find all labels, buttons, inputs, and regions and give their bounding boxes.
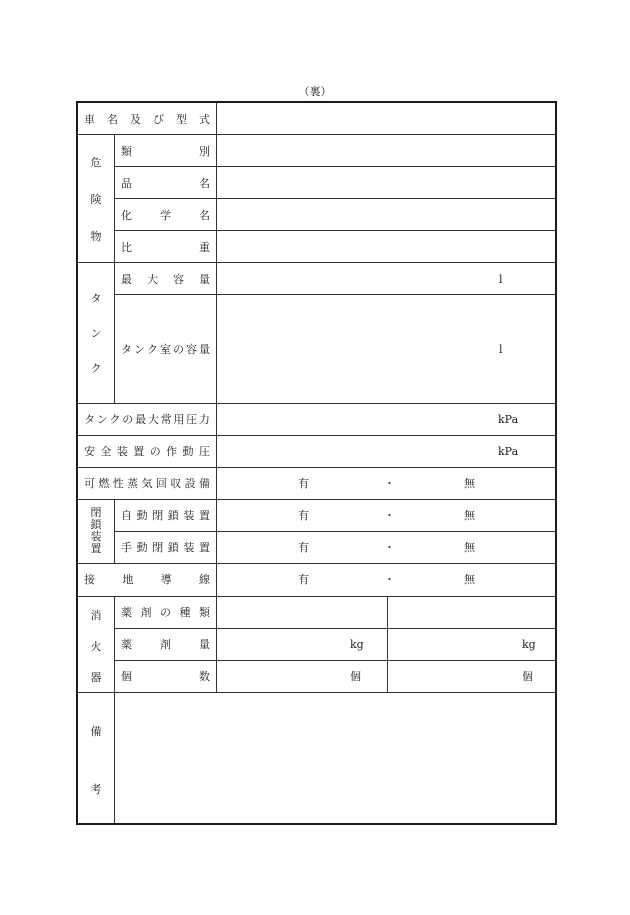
chemical-name-label: 化 学 名: [121, 209, 210, 222]
safety-device-pressure-unit: kPa: [498, 445, 519, 458]
closing-device-group-label: 閉 鎖 装 置: [90, 506, 102, 555]
grounding-wire-separator: ・: [384, 573, 395, 586]
vehicle-model-label: 車 名 及 び 型 式: [84, 113, 210, 126]
remarks-label-top: 備: [90, 725, 102, 738]
max-operating-pressure-unit: kPa: [498, 413, 519, 426]
max-operating-pressure-label: タ ン ク の 最 大 常 用 圧 力: [84, 413, 210, 426]
tank-room-capacity-unit: l: [499, 343, 503, 356]
page-title: （裏）: [298, 85, 332, 98]
vapor-recovery-label: 可 燃 性 蒸 気 回 収 設 備: [84, 477, 210, 490]
safety-device-pressure-label: 安 全 装 置 の 作 動 圧: [84, 445, 210, 458]
count-label: 個 数: [121, 670, 210, 683]
manual-closing-no: 無: [464, 541, 475, 554]
product-name-label: 品 名: [121, 177, 210, 190]
max-capacity-label: 最 大 容 量: [121, 273, 210, 286]
agent-type-label: 薬 剤 の 種 類: [121, 606, 210, 619]
auto-closing-yes: 有: [298, 509, 309, 522]
agent-amount-unit-1: kg: [350, 638, 364, 651]
remarks-label-bottom: 考: [90, 783, 102, 796]
tank-room-capacity-label: タ ン ク 室 の 容 量: [121, 343, 210, 356]
specific-gravity-label: 比 重: [121, 241, 210, 254]
vapor-recovery-separator: ・: [384, 477, 395, 490]
auto-closing-separator: ・: [384, 509, 395, 522]
max-capacity-unit: l: [499, 273, 503, 286]
vehicle-spec-form: [76, 101, 557, 825]
agent-amount-label: 薬 剤 量: [121, 638, 210, 651]
manual-closing-label: 手 動 閉 鎖 装 置: [121, 541, 210, 554]
count-unit-1: 個: [350, 670, 361, 683]
count-unit-2: 個: [522, 670, 533, 683]
category-label: 類 別: [121, 145, 210, 158]
auto-closing-no: 無: [464, 509, 475, 522]
grounding-wire-yes: 有: [298, 573, 309, 586]
manual-closing-yes: 有: [298, 541, 309, 554]
vapor-recovery-no: 無: [464, 477, 475, 490]
vapor-recovery-yes: 有: [298, 477, 309, 490]
tank-group-label: タ ン ク: [90, 292, 102, 375]
grounding-wire-no: 無: [464, 573, 475, 586]
hazard-group-label: 危 険 物: [90, 155, 102, 244]
extinguisher-group-label: 消 火 器: [90, 608, 102, 685]
grounding-wire-label: 接 地 導 線: [84, 573, 210, 586]
agent-amount-unit-2: kg: [522, 638, 536, 651]
auto-closing-label: 自 動 閉 鎖 装 置: [121, 509, 210, 522]
manual-closing-separator: ・: [384, 541, 395, 554]
